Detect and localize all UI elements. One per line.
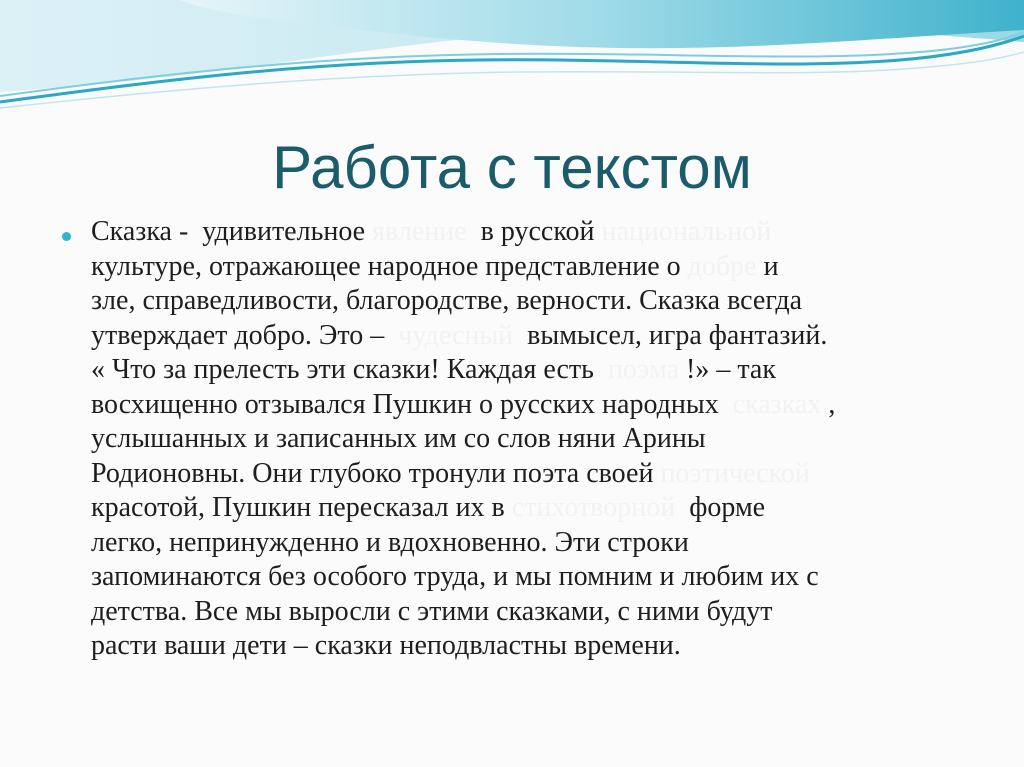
bullet-icon (62, 232, 71, 241)
body-line (91, 250, 981, 285)
body-line (91, 457, 981, 492)
body-text-segment: Родионовны. Они глубоко тронули поэта своей (91, 457, 661, 489)
faint-word: чудесный (391, 319, 521, 351)
body-text-segment: вымысел, игра фантазий. (520, 319, 828, 351)
faint-word: явление (372, 216, 474, 247)
body-paragraph (91, 215, 981, 664)
body-line (91, 388, 981, 423)
body-text-segment: красотой, Пушкин пересказал их в (91, 492, 512, 523)
body-text-segment: утверждает добро. Это – (91, 319, 392, 351)
body-line (91, 284, 981, 319)
body-text-segment: и (756, 250, 779, 282)
body-line (91, 319, 981, 354)
faint-word: сказках (725, 388, 822, 420)
body-text-segment: !» – так (686, 354, 776, 385)
faint-word: стихотворной (511, 492, 683, 523)
body-line (91, 595, 981, 630)
faint-word: национальной (601, 216, 772, 247)
body-line (91, 560, 981, 595)
body-text-segment: расти ваши дети – сказки неподвластны времени. (91, 630, 681, 661)
body-text-segment: детства. Все мы выросли с этими сказками, с ними будут (91, 595, 773, 627)
body-text-segment: культуре, отражающее народное представление о (91, 250, 688, 282)
body-text-segment: восхищенно отзывался Пушкин о русских народных (91, 388, 726, 420)
body-line (91, 215, 981, 250)
faint-word: поэма (600, 354, 686, 385)
body-line (91, 353, 981, 388)
body-line (91, 526, 981, 561)
body-text-segment: , (821, 388, 836, 420)
body-text-segment: зле, справедливости, благородстве, верности. Сказка всегда (91, 285, 803, 316)
body-text-segment: форме (682, 492, 766, 523)
body-text-segment: запоминаются без особого труда, и мы помним и любим их с (91, 561, 819, 592)
body-line (91, 422, 981, 457)
body-line (91, 491, 981, 526)
body-text-segment: « Что за прелесть эти сказки! Каждая есть (91, 354, 601, 385)
faint-word: поэтической (660, 457, 810, 489)
body-line (91, 629, 981, 664)
body-text-segment: легко, непринужденно и вдохновенно. Эти строки (91, 526, 689, 558)
body-text-segment: Сказка - удивительное (91, 216, 373, 247)
slide-title: Работа с текстом (272, 134, 752, 201)
wave-header-decoration (0, 0, 1024, 120)
body-text-segment: в русской (473, 216, 602, 247)
faint-word: добре (687, 250, 757, 282)
body-text-segment: услышанных и записанных им со слов няни Арины (91, 423, 706, 454)
